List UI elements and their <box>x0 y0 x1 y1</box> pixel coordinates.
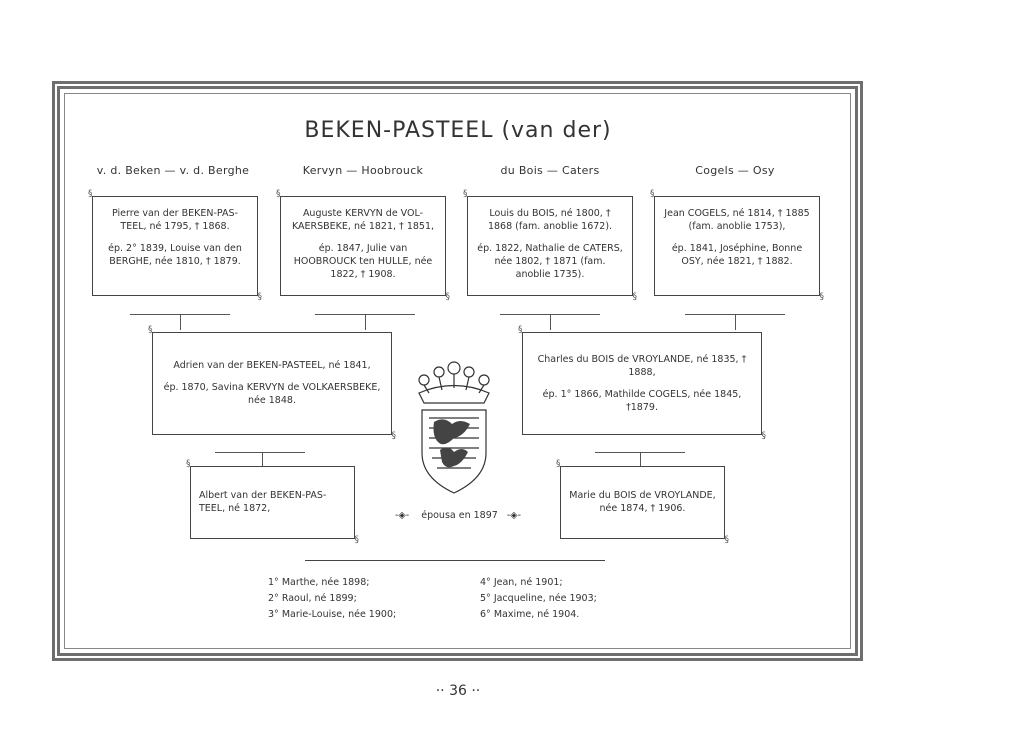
child-item: 5° Jacqueline, née 1903; <box>480 593 597 604</box>
married-note <box>395 510 521 521</box>
child-item: 6° Maxime, né 1904. <box>480 609 580 620</box>
connector-line <box>262 452 263 466</box>
child-item: 4° Jean, né 1901; <box>480 577 563 588</box>
connector-line <box>180 314 181 330</box>
father-text: § Charles du BOIS de VROYLANDE, né 1835, † 1888, <box>537 354 747 378</box>
connector-line <box>640 452 641 466</box>
children-divider <box>305 560 605 561</box>
grandfather-text: § Jean COGELS, né 1814, † 1885 (fam. anoblie 1753), <box>664 208 810 232</box>
grandparents-box-cogels <box>654 196 820 296</box>
grandparents-box-bois <box>467 196 633 296</box>
grandmother-text: ép. 1847, Julie van HOOBROUCK ten HULLE, née 1822, † 1908. <box>293 243 433 280</box>
ornament-left: -◈- <box>395 510 422 521</box>
connector-line <box>550 314 551 330</box>
albert-box <box>190 466 355 539</box>
married-text: épousa en 1897 <box>421 510 498 521</box>
page-number-text: 36 <box>449 683 467 699</box>
albert-text: § Albert van der BEKEN-PAS-TEEL, né 1872, <box>199 490 327 514</box>
child-item: 2° Raoul, né 1899; <box>268 593 357 604</box>
coat-of-arms-icon <box>404 358 504 498</box>
child-item: 3° Marie-Louise, née 1900; <box>268 609 397 620</box>
ornament-right: -◈- <box>497 510 522 521</box>
father-text: § Adrien van der BEKEN-PASTEEL, né 1841, <box>173 360 371 371</box>
header-kervyn-hoobrouck: Kervyn — Hoobrouck <box>302 164 424 177</box>
children-list-right <box>480 575 597 623</box>
header-bois-caters: du Bois — Caters <box>500 164 600 177</box>
page-title: BEKEN-PASTEEL (van der) <box>304 118 612 143</box>
grandmother-text: ép. 2° 1839, Louise van den BERGHE, née 1810, † 1879. <box>108 243 242 267</box>
parents-box-bois <box>522 332 762 435</box>
children-list-left <box>268 575 396 623</box>
header-cogels-osy: Cogels — Osy <box>695 164 775 177</box>
parents-box-beken <box>152 332 392 435</box>
child-item: 1° Marthe, née 1898; <box>268 577 370 588</box>
grandfather-text: § Auguste KERVYN de VOL-KAERSBEKE, né 1821, † 1851, <box>291 208 435 232</box>
grandmother-text: ép. 1822, Nathalie de CATERS, née 1802, † 1871 (fam. anoblie 1735). <box>477 243 623 280</box>
marie-text: § Marie du BOIS de VROYLANDE, née 1874, † 1906. <box>569 490 716 514</box>
header-beken-berghe: v. d. Beken — v. d. Berghe <box>96 164 250 177</box>
grandfather-text: § Pierre van der BEKEN-PAS-TEEL, né 1795, † 1868. <box>112 208 238 232</box>
grandparents-box-beken <box>92 196 258 296</box>
mother-text: ép. 1870, Savina KERVYN de VOLKAERSBEKE, née 1848. <box>163 382 381 406</box>
mother-text: ép. 1° 1866, Mathilde COGELS, née 1845, †1879. <box>542 389 742 413</box>
grandparents-box-kervyn <box>280 196 446 296</box>
grandfather-text: § Louis du BOIS, né 1800, † 1868 (fam. anoblie 1672). <box>487 208 613 232</box>
page-number: ·· 36 ·· <box>435 683 481 699</box>
marie-box <box>560 466 725 539</box>
connector-line <box>365 314 366 330</box>
grandmother-text: ép. 1841, Joséphine, Bonne OSY, née 1821, † 1882. <box>671 243 803 267</box>
connector-line <box>735 314 736 330</box>
connector-line <box>215 452 305 453</box>
